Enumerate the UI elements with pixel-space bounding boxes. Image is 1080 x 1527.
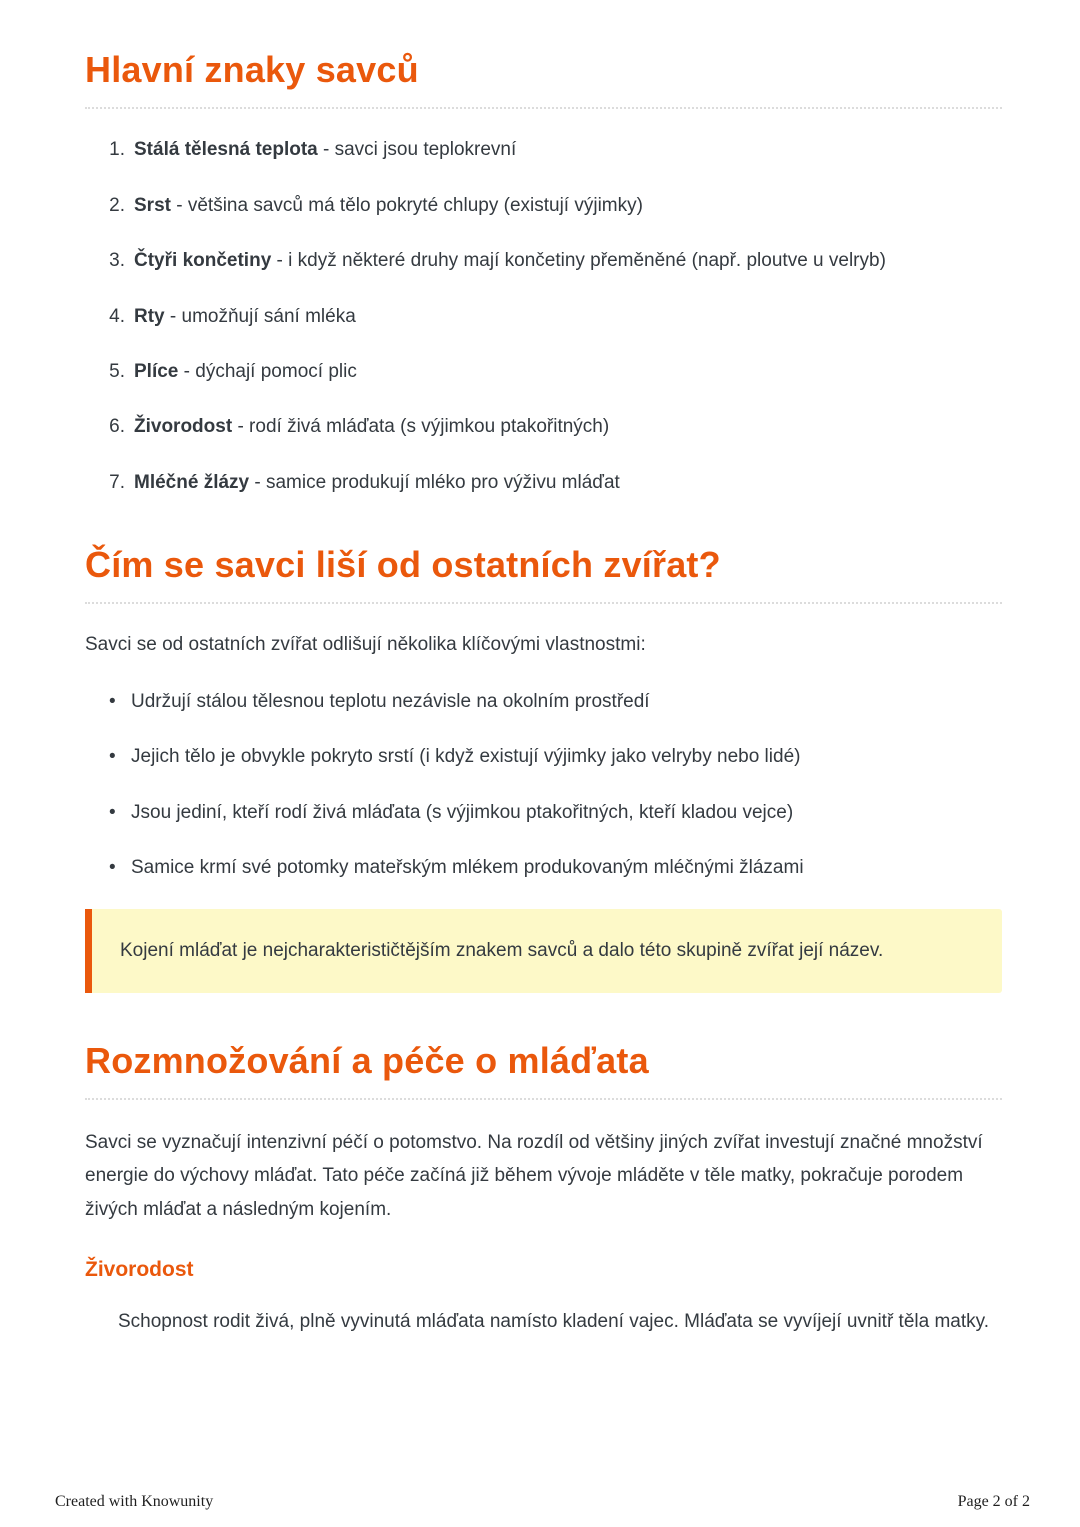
list-number: 7.: [109, 471, 125, 493]
trait-description: - savci jsou teplokrevní: [317, 139, 517, 161]
list-item: [109, 687, 1002, 716]
trait-term: Stálá tělesná teplota: [134, 139, 318, 161]
traits-numbered-list: [85, 135, 1002, 497]
trait-description: - i když některé druhy mají končetiny přeměněné (např. ploutve u velryb): [271, 250, 886, 272]
list-number: 4.: [109, 305, 125, 327]
list-item: [109, 742, 1002, 771]
list-item: [101, 246, 1002, 275]
list-item: [101, 412, 1002, 441]
list-number: 6.: [109, 416, 125, 438]
difference-text: Jsou jediní, kteří rodí živá mláďata (s výjimkou ptakořitných, kteří kladou vejce): [131, 801, 794, 823]
trait-description: - rodí živá mláďata (s výjimkou ptakořitných): [232, 416, 610, 438]
footer-page-number: Page 2 of 2: [957, 1493, 1030, 1510]
section-title-reproduction: Rozmnožování a péče o mláďata: [85, 1039, 1002, 1100]
trait-term: Živorodost: [134, 416, 233, 438]
bullet-icon: •: [109, 746, 116, 768]
difference-text: Udržují stálou tělesnou teplotu nezávisle na okolním prostředí: [131, 690, 650, 712]
footer-credit: Created with Knowunity: [55, 1493, 214, 1510]
differences-intro: Savci se od ostatních zvířat odlišují několika klíčovými vlastnostmi:: [85, 634, 646, 656]
reproduction-paragraph: Savci se vyznačují intenzivní péčí o potomstvo. Na rozdíl od většiny jiných zvířat investují značné množství energie do výchovy mláďat. Tato péče začíná již během vývoje mláděte v těle matky, pokračuje porodem živých mláďat a následným kojením.: [85, 1132, 983, 1220]
trait-term: Rty: [134, 305, 165, 327]
callout-text: Kojení mláďat je nejcharakterističtějším znakem savců a dalo této skupině zvířat její název.: [120, 939, 884, 961]
bullet-icon: •: [109, 690, 116, 712]
trait-term: Plíce: [134, 360, 179, 382]
trait-description: - dýchají pomocí plic: [178, 360, 357, 382]
viviparity-definition: Schopnost rodit živá, plně vyvinutá mláďata namísto kladení vajec. Mláďata se vyvíjejí uvnitř těla matky.: [118, 1310, 990, 1332]
list-item: [101, 357, 1002, 386]
list-number: 5.: [109, 360, 125, 382]
section-title-differences: Čím se savci liší od ostatních zvířat?: [85, 543, 1002, 604]
trait-description: - umožňují sání mléka: [164, 305, 356, 327]
page-footer: [55, 1493, 1030, 1511]
list-item: [101, 468, 1002, 497]
trait-description: - samice produkují mléko pro výživu mláďat: [249, 471, 620, 493]
difference-text: Jejich tělo je obvykle pokryto srstí (i když existují výjimky jako velryby nebo lidé): [131, 746, 801, 768]
bullet-icon: •: [109, 801, 116, 823]
list-number: 2.: [109, 194, 125, 216]
trait-term: Mléčné žlázy: [134, 471, 250, 493]
list-item: [109, 798, 1002, 827]
differences-bullet-list: [85, 687, 1002, 883]
trait-term: Srst: [134, 194, 171, 216]
section-title-main-traits: Hlavní znaky savců: [85, 48, 1002, 109]
difference-text: Samice krmí své potomky mateřským mlékem produkovaným mléčnými žlázami: [131, 857, 804, 879]
list-number: 1.: [109, 139, 125, 161]
bullet-icon: •: [109, 857, 116, 879]
list-item: [101, 191, 1002, 220]
list-item: [101, 135, 1002, 164]
trait-term: Čtyři končetiny: [134, 250, 272, 272]
highlight-callout: [85, 909, 1002, 993]
list-number: 3.: [109, 250, 125, 272]
subheading-viviparity: Živorodost: [85, 1257, 194, 1281]
trait-description: - většina savců má tělo pokryté chlupy (existují výjimky): [170, 194, 643, 216]
list-item: [101, 302, 1002, 331]
list-item: [109, 853, 1002, 882]
